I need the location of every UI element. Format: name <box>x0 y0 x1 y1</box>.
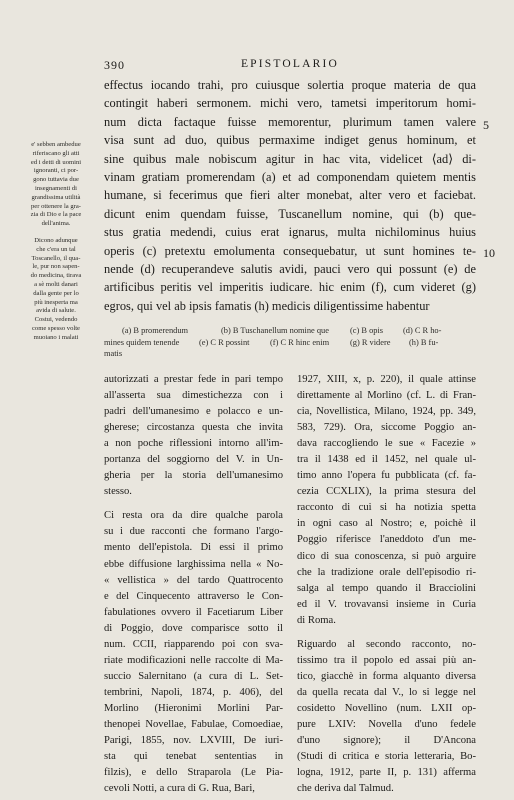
latin-line: sine quibus male nobiscum agitur in hac vita, videlicet ⟨ad⟩ di- <box>104 151 476 166</box>
margin-note-line: per ottenere la gra- <box>31 202 81 210</box>
commentary-line: riate modificazioni nelle raccolte di Ma- <box>104 654 283 666</box>
variant-note: (h) B fu- <box>409 337 439 347</box>
margin-note-line: grandissima utilità <box>31 193 81 201</box>
commentary-line: d'uno signore); il D'Ancona <box>297 735 476 747</box>
latin-line: vinam gratiam promerendam (a) et ad componendam quietem mentis <box>104 169 476 184</box>
latin-text-block <box>104 76 476 315</box>
margin-note-first <box>16 141 96 229</box>
margin-note-line: più inesperta ma <box>34 298 78 306</box>
margin-note-line: dalla gente per lo <box>33 289 79 297</box>
commentary-line: gherese; circostanza questa che invita <box>104 422 283 434</box>
commentary-line: direttamente al Morlino (cf. L. di Fran- <box>297 390 476 402</box>
latin-line: egros, qui vel ab ipsis famatis (h) medicis diligentissime habentur <box>104 298 430 313</box>
commentary-line: di Roma. <box>297 614 336 626</box>
paragraph-gap <box>297 629 476 637</box>
commentary-line: (Studi di critica e storia letteraria, Bo- <box>297 751 476 763</box>
margin-note-second <box>16 237 96 343</box>
commentary-line: Parigi, 1855, nov. LXVIII, De iuri- <box>104 735 283 747</box>
commentary-line: thenopei Novellae, Fabulae, Comoediae, <box>104 718 283 730</box>
commentary-line: che la tradizione orale dell'episodio ri- <box>297 566 476 578</box>
margin-note-line: zia di Dio e la pace <box>30 211 82 219</box>
commentary-line: Morlino (Hieronimi Morlini Par- <box>104 702 283 714</box>
commentary-line: sta qui tenebat sententias in <box>104 751 283 763</box>
commentary-line: salga al tempo quando il Bracciolini <box>297 582 476 594</box>
latin-line: visa sunt ad duo, quibus permaxime indiget genus hominum, et <box>104 133 476 148</box>
commentary-line: all'asserta sua dimestichezza con i <box>104 390 283 402</box>
commentary-line: Riguardo al secondo racconto, no- <box>297 638 476 650</box>
commentary-line: timo anno l'opera fu pubblicata (cf. fa- <box>297 470 476 482</box>
margin-note-line: e' sebben ambedue <box>31 141 81 148</box>
variant-note: (g) R videre <box>350 337 391 347</box>
commentary-line: a non poche riflessioni intorno all'im- <box>104 438 283 450</box>
commentary-line: succio Salernitano (a cura di L. Set- <box>104 670 283 682</box>
commentary-right-column <box>297 372 476 797</box>
commentary-line: tissimo tra il popolo ed assai più an- <box>297 654 476 666</box>
page-header <box>104 58 476 76</box>
commentary-line: cevoli Notti, a cura di G. Rua, Bari, <box>104 783 255 795</box>
margin-note-line: insegnamenti di <box>35 184 77 192</box>
commentary-line: logna, 1912, parte II, p. 131) afferma <box>297 767 476 779</box>
margin-note-line: muoiano i malati <box>33 333 79 341</box>
commentary-line: 583, 729). Ora, siccome Poggio an- <box>297 422 476 434</box>
variant-note: (a) B promerendum <box>122 326 189 335</box>
margin-note-line: Dicono adunque <box>34 237 78 244</box>
commentary-line: pure LXIV: Novella d'uno fedele <box>297 718 476 730</box>
variant-note: matis <box>104 349 123 359</box>
commentary-line: tico, giacchè in forma alquanto diversa <box>297 670 476 682</box>
running-head: EPISTOLARIO <box>240 58 340 70</box>
commentary-line: filzis), e dello Straparola (Le Pia- <box>104 767 283 779</box>
latin-line: contingit haberi sermonem. michi vero, tametsi imperitorum homi- <box>104 96 476 111</box>
commentary-line: fabulationes ovvero il Facetiarum Liber <box>104 606 283 618</box>
margin-note-line: come spesso volte <box>32 324 80 332</box>
commentary-line: dava raccogliendo le sue « Facezie » <box>297 438 476 450</box>
latin-line: nende (d) recuperandeve salutis avidi, pauci vero qui possunt (e) de <box>104 261 476 276</box>
commentary-line: mento dell'epistola. Di essi il primo <box>104 542 283 554</box>
paragraph-gap <box>104 500 283 508</box>
commentary-line: che deriva dal Talmud. <box>297 783 394 795</box>
commentary-line: autorizzati a prestar fede in pari tempo <box>104 374 283 385</box>
margin-note-line: Costui, vedendo <box>34 316 78 324</box>
commentary-line: gheria per la storia dell'umanesimo <box>104 470 283 482</box>
line-number-10: 10 <box>483 246 495 260</box>
commentary-left-column <box>104 372 283 797</box>
latin-line: artificibus peritis vel imperitis iudicare. hic enim (f), cum videret (g) <box>104 280 476 295</box>
commentary-line: cosidetto Novellino (num. LXII op- <box>297 702 476 714</box>
latin-line: operis (c) pretextu emolumenta consequebatur, ut sunt homines te- <box>104 243 476 258</box>
commentary-line: tra il 1438 ed il 1452, nel quale ul- <box>297 454 476 466</box>
commentary-line: « vellistica » del tardo Quattrocento <box>104 574 283 586</box>
commentary-line: in ogni caso al Nostro; e, poichè il <box>297 518 476 530</box>
commentary-line: 1927, XIII, x, p. 220), il quale attinse <box>297 374 476 385</box>
commentary-line: stesso. <box>104 486 132 498</box>
commentary-line: di Poggio, dove comparisce sotto il <box>104 622 283 634</box>
apparatus-row <box>104 325 476 337</box>
commentary-line: da quella recata dal V., lo si legge nel <box>297 686 476 698</box>
latin-line: num dicta factaque fuisse memorentur, plurimum tamen valere <box>104 114 476 129</box>
commentary-line: cezia CCXLIX), la prima stesura del <box>297 486 476 498</box>
margin-note-line: che c'era un tal <box>36 245 76 253</box>
margin-note-line: do medicina, tirava <box>30 272 82 280</box>
commentary-line: num. CCII, riapparendo poi con sva- <box>104 638 283 650</box>
margin-note-line: a sè molti danari <box>34 280 78 288</box>
commentary-line: ed il V. trovavansi insieme in Curia <box>297 598 476 610</box>
margin-note-line: ignoranti, ci por- <box>33 167 79 175</box>
variant-note: (d) C R ho- <box>403 326 442 335</box>
margin-note-line: ed i detti di uomini <box>30 158 82 166</box>
commentary-line: Poggio riferisce l'aneddoto d'un me- <box>297 534 476 546</box>
commentary-line: portanza del soggiorno del V. in Un- <box>104 454 283 466</box>
margin-note-line: riferiscano gli atti <box>32 149 80 157</box>
apparatus-row <box>104 337 476 349</box>
variant-note: (c) B opis <box>350 326 384 335</box>
line-number-5: 5 <box>483 118 489 132</box>
commentary-line: cia, Novellistica, Milano, 1924, pp. 349, <box>297 406 476 418</box>
margin-note-line: dell'anima. <box>41 220 71 228</box>
commentary-line: racconto di cui si ha notizia spetta <box>297 502 476 514</box>
margin-note-line: avida di salute. <box>36 307 76 315</box>
critical-apparatus <box>104 325 476 360</box>
latin-line: stus gratia medendi, cuius erat ignarus, multa nichilominus huius <box>104 225 476 240</box>
margin-note-line: gono tuttavia due <box>33 176 79 184</box>
commentary-line: Ci resta ora da dire qualche parola <box>104 510 283 522</box>
variant-note: (f) C R hinc enim <box>270 337 330 347</box>
variant-note: (b) B Tuschanellum nomine que <box>221 326 329 335</box>
margin-note-line: Toscanello, il qua- <box>31 254 81 262</box>
variant-note: mines quidem tenende <box>104 337 180 347</box>
page-number: 390 <box>104 58 125 72</box>
variant-note: (e) C R possint <box>199 337 250 347</box>
commentary-line: tembrini, Napoli, 1874, p. 406), del <box>104 686 283 698</box>
commentary-line: ebbe diffusione larghissima nella « No- <box>104 558 283 570</box>
commentary-line: dico di sua conoscenza, si può arguire <box>297 550 476 562</box>
latin-line: humane, si fecerimus que fieri alter monebat, alter vero et faciebat. <box>104 188 476 203</box>
commentary-line: su i due racconti che formano l'argo- <box>104 526 283 538</box>
commentary-line: e del Cinquecento attraverso le Con- <box>104 590 283 602</box>
commentary-line: padri dell'umanesimo e polacco e un- <box>104 406 283 418</box>
apparatus-row <box>104 348 476 360</box>
latin-line: dicunt enim quendam fuisse, Tuscanellum nomine, qui (b) que- <box>104 206 476 221</box>
margin-note-line: le, pur non sapen- <box>32 263 80 271</box>
latin-line: effectus iocando trahi, pro cuiusque solertia proque materia de qua <box>104 78 476 92</box>
